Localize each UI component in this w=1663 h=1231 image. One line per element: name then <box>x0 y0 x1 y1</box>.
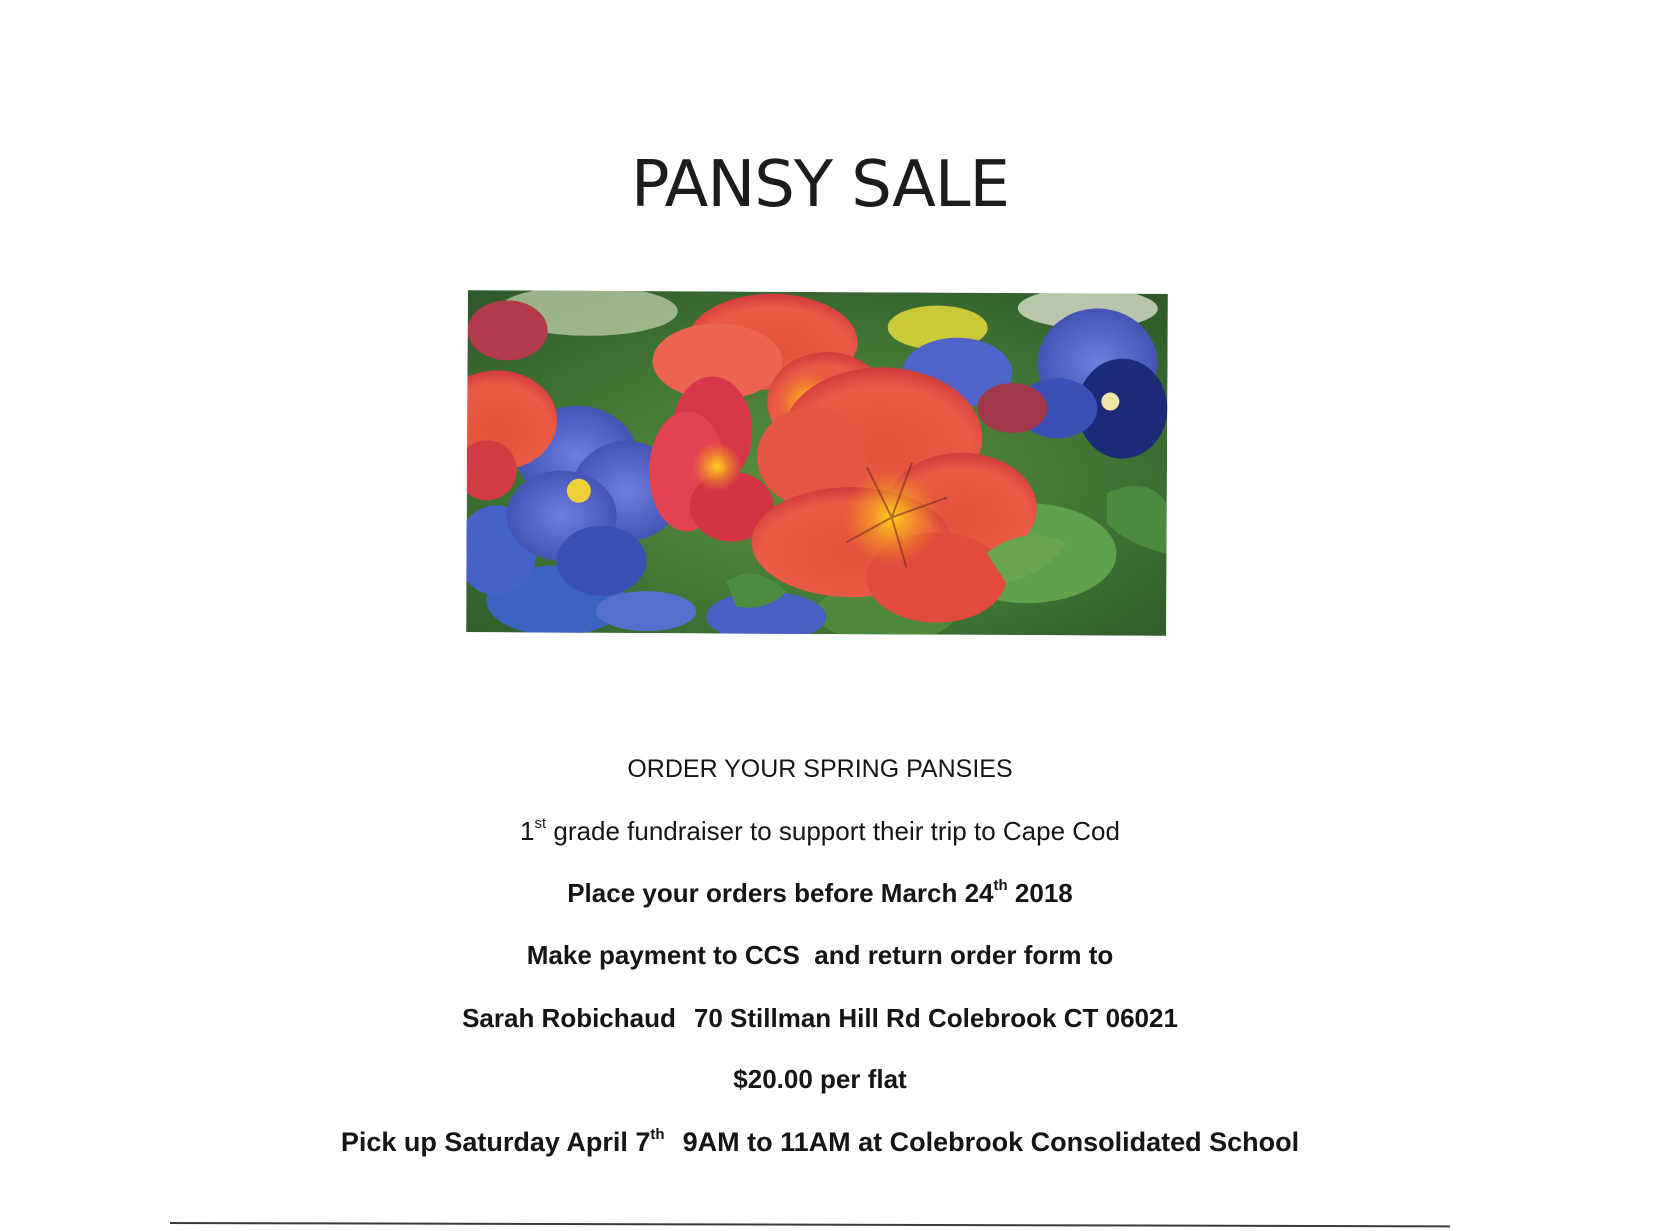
address-line <box>0 1003 1640 1034</box>
pickup-details: 9AM to 11AM at Colebrook Consolidated School <box>682 1127 1300 1157</box>
deadline-line <box>0 878 1640 909</box>
deadline-ordinal: th <box>993 877 1008 894</box>
pickup-line <box>0 1127 1640 1158</box>
address-name: Sarah Robichaud <box>462 1003 676 1033</box>
address-street: 70 Stillman Hill Rd Colebrook CT 06021 <box>693 1003 1178 1033</box>
price-line: $20.00 per flat <box>733 1064 907 1094</box>
payment-line: Make payment to CCS and return order form to <box>526 940 1114 970</box>
bottom-rule <box>170 1222 1450 1227</box>
pickup-ordinal: th <box>650 1126 665 1143</box>
fundraiser-line <box>0 816 1640 847</box>
deadline-text: Place your orders before March 24 <box>567 878 994 908</box>
fundraiser-number: 1 <box>520 816 535 846</box>
order-heading: ORDER YOUR SPRING PANSIES <box>627 755 1013 783</box>
pickup-text: Pick up Saturday April 7 <box>340 1127 651 1157</box>
page-title: PANSY SALE <box>631 148 1009 222</box>
pansy-flowers-photo <box>466 290 1168 636</box>
fundraiser-text: grade fundraiser to support their trip to Cape Cod <box>546 816 1120 846</box>
deadline-year: 2018 <box>1007 878 1073 908</box>
fundraiser-ordinal: st <box>534 815 547 832</box>
